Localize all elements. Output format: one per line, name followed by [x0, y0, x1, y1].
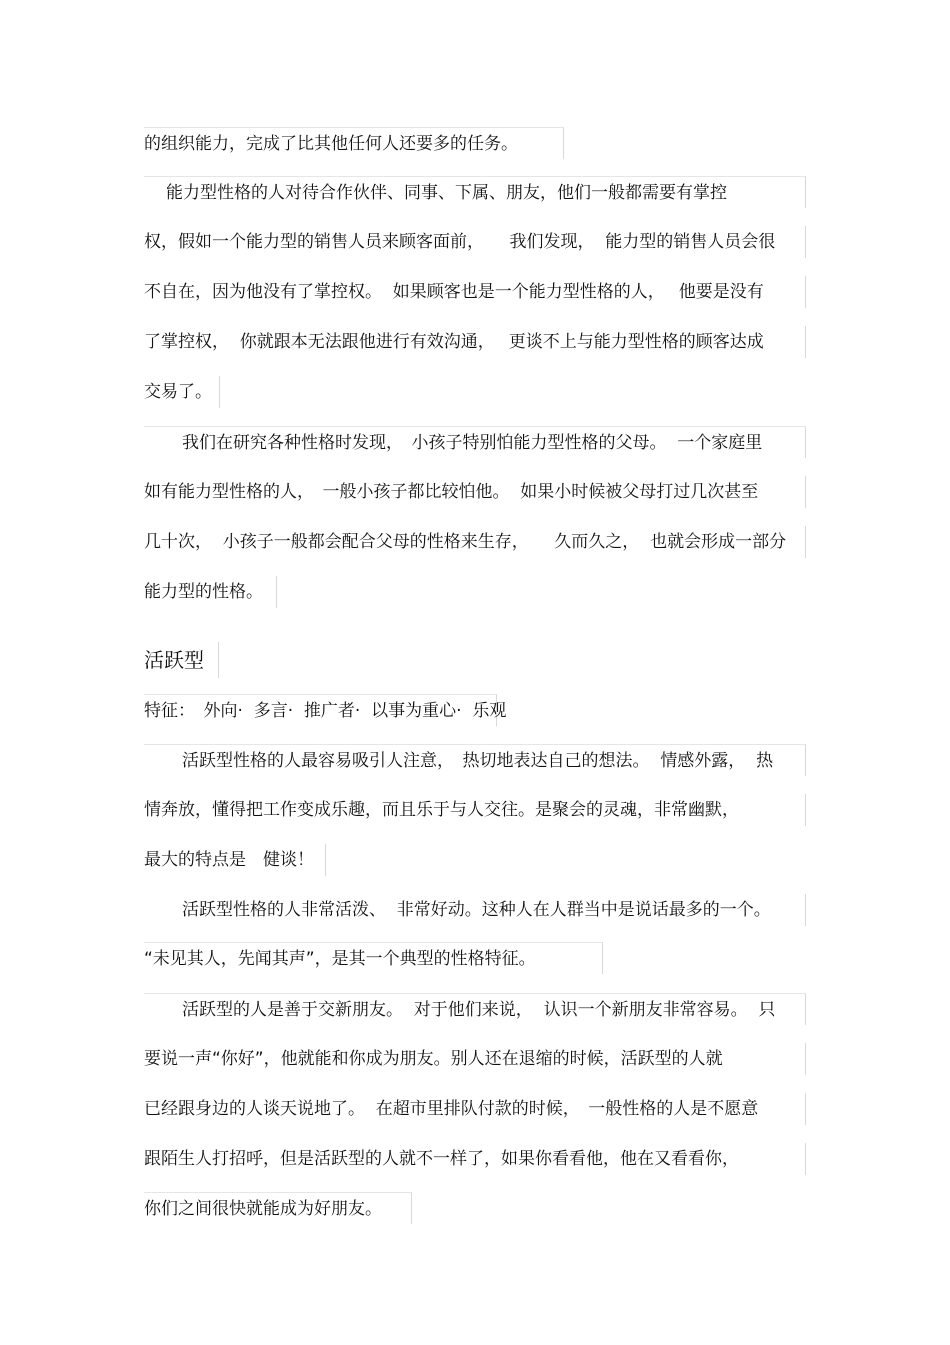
paragraph-first-line: 能力型性格的人对待合作伙伴、同事、下属、朋友，他们一般都需要有掌控 — [144, 176, 806, 208]
text-line: 最大的特点是 健谈！ — [144, 844, 326, 876]
text-line: 跟陌生人打招呼，但是活跃型的人就不一样了，如果你看看他，他在又看看你， — [144, 1143, 806, 1175]
text-line: “未见其人，先闻其声”，是其一个典型的性格特征。 — [144, 942, 603, 974]
paragraph-first-line: 我们在研究各种性格时发现， 小孩子特别怕能力型性格的父母。 一个家庭里 — [144, 426, 806, 458]
paragraph-first-line: 活跃型性格的人最容易吸引人注意， 热切地表达自己的想法。 情感外露， 热 — [144, 744, 806, 776]
text-line: 如有能力型性格的人， 一般小孩子都比较怕他。 如果小时候被父母打过几次甚至 — [144, 476, 806, 508]
feature-line: 特征： 外向· 多言· 推广者· 以事为重心· 乐观 — [144, 701, 507, 721]
text-line: 已经跟身边的人谈天说地了。 在超市里排队付款的时候， 一般性格的人是不愿意 — [144, 1093, 806, 1125]
text-line: 要说一声“你好”，他就能和你成为朋友。别人还在退缩的时候，活跃型的人就 — [144, 1043, 806, 1075]
paragraph-first-line: 活跃型的人是善于交新朋友。 对于他们来说， 认识一个新朋友非常容易。 只 — [144, 993, 806, 1025]
text-line: 权，假如一个能力型的销售人员来顾客面前， 我们发现， 能力型的销售人员会很 — [144, 226, 806, 258]
text-line: 你们之间很快就能成为好朋友。 — [144, 1192, 412, 1224]
text-line: 交易了。 — [144, 376, 220, 408]
text-line: 了掌控权， 你就跟本无法跟他进行有效沟通， 更谈不上与能力型性格的顾客达成 — [144, 326, 806, 358]
text-line: 不自在，因为他没有了掌控权。 如果顾客也是一个能力型性格的人， 他要是没有 — [144, 276, 806, 308]
paragraph-first-line: 活跃型性格的人非常活泼、 非常好动。这种人在人群当中是说话最多的一个。 — [144, 894, 806, 926]
section-heading: 活跃型 — [144, 642, 219, 678]
text-line: 情奔放，懂得把工作变成乐趣，而且乐于与人交往。是聚会的灵魂，非常幽默， — [144, 794, 806, 826]
text-line: 的组织能力，完成了比其他任何人还要多的任务。 — [144, 127, 564, 159]
text-line: 能力型的性格。 — [144, 576, 277, 608]
text-line: 几十次， 小孩子一般都会配合父母的性格来生存， 久而久之， 也就会形成一部分 — [144, 526, 806, 558]
